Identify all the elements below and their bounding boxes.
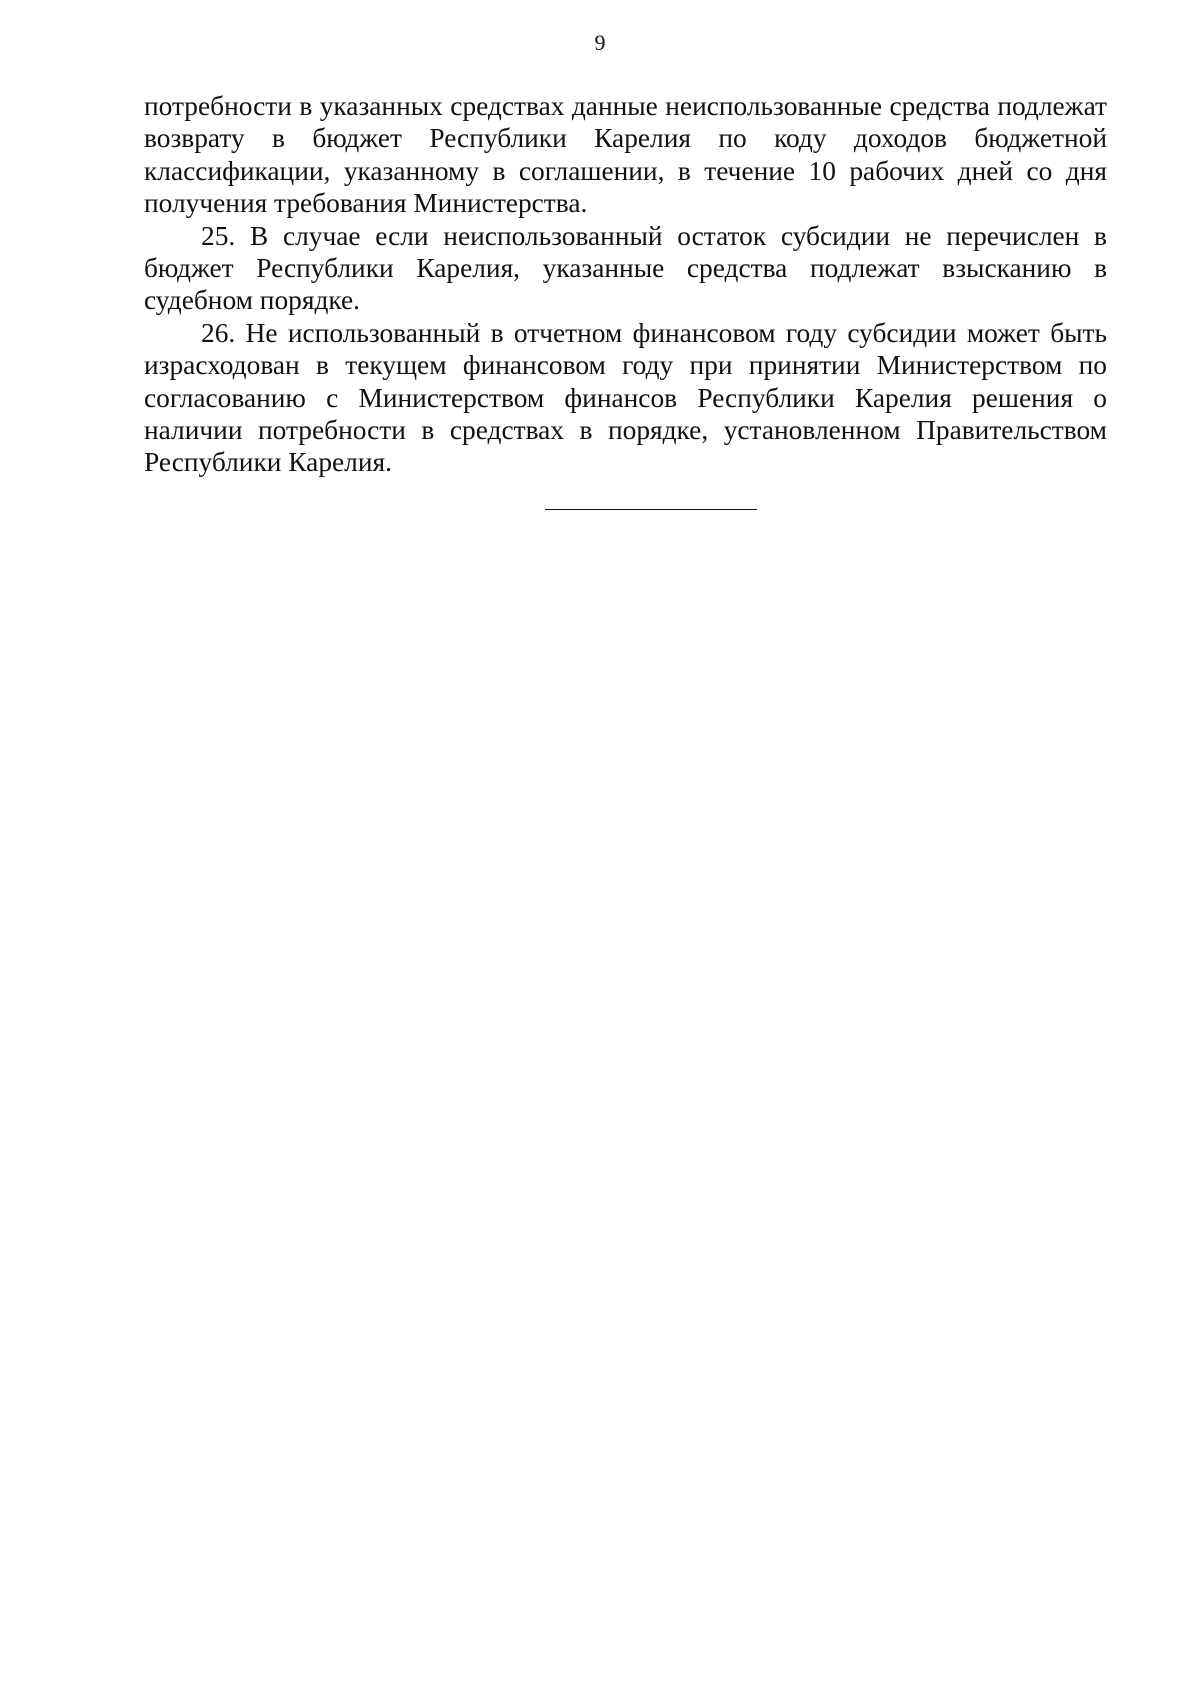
end-of-document-rule: [545, 509, 757, 510]
document-body: [144, 90, 1107, 479]
paragraph-25: 25. В случае если неиспользованный остаток субсидии не перечислен в бюджет Республики Карелия, указанные средства подлежат взысканию в судебном порядке.: [144, 220, 1107, 316]
paragraph-continuation: потребности в указанных средствах данные неиспользованные средства подлежат возврату в бюджет Республики Карелия по коду доходов бюджетной классификации, указанному в соглашении, в течение 10 рабочих дней со дня получения требования Министерства.: [144, 91, 1107, 219]
paragraph-26: 26. Не использованный в отчетном финансовом году субсидии может быть израсходован в текущем финансовом году при принятии Министерством по согласованию с Министерством финансов Республики Карелия решения о наличии потребности в средствах в порядке, установленном Правительством Республики Карелия.: [144, 317, 1107, 478]
page-number: 9: [594, 30, 606, 55]
